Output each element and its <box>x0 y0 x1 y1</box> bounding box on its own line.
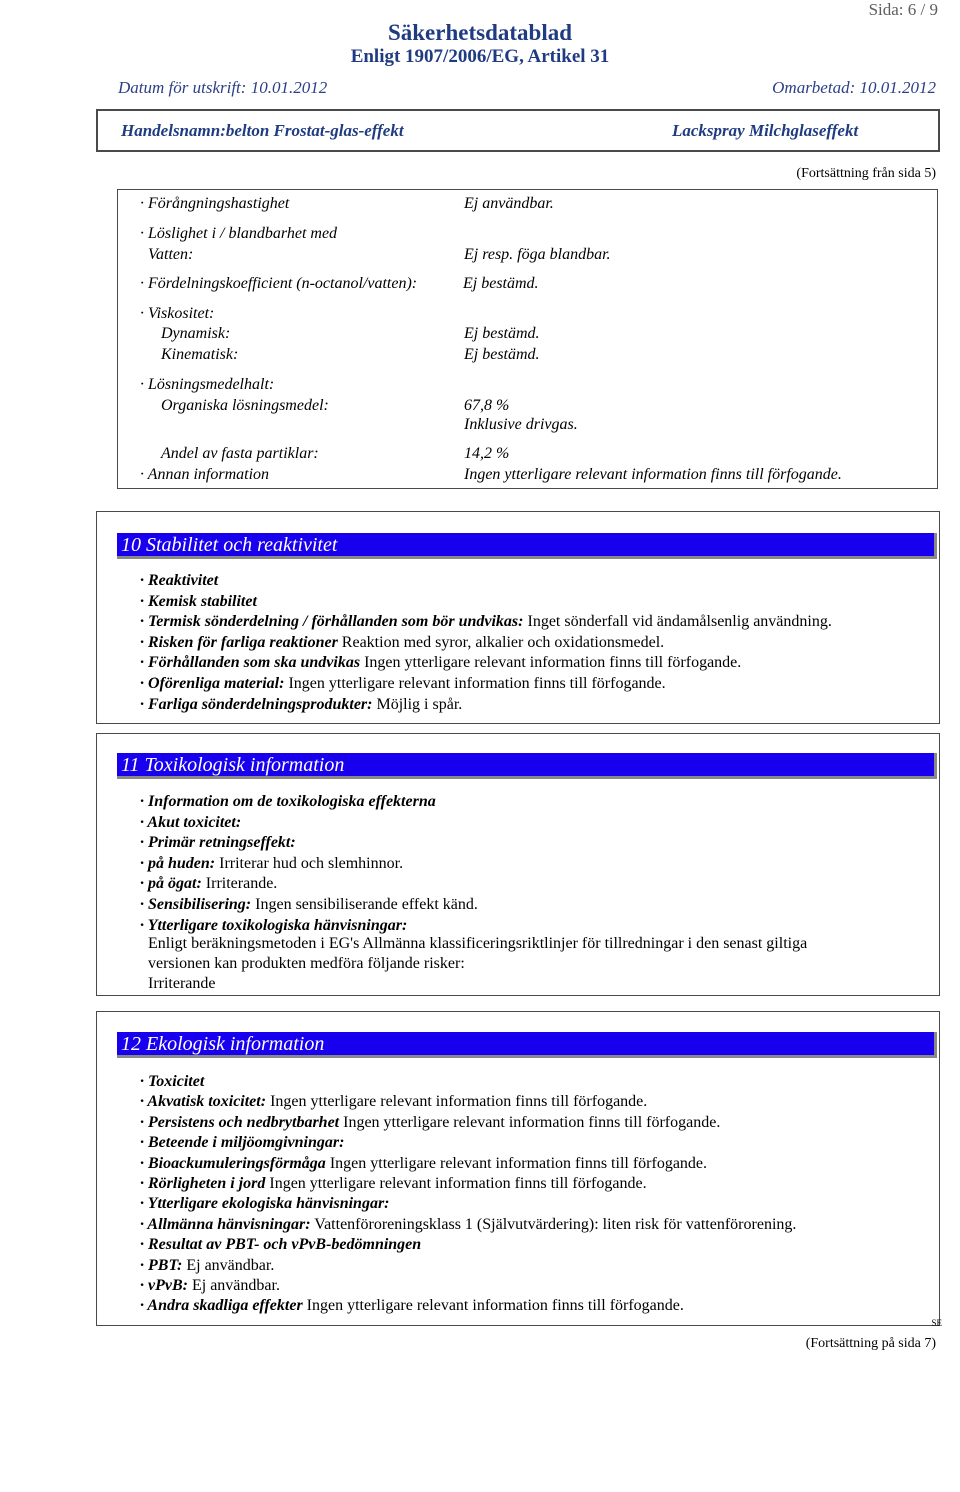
info-line-label: · Bioackumuleringsförmåga <box>140 1154 326 1172</box>
info-line <box>140 613 832 631</box>
partition-label: · Fördelningskoefficient (n-octanol/vatten): <box>140 275 418 292</box>
info-line <box>140 1114 720 1132</box>
info-line-value: Ingen ytterligare relevant information finns till förfogande. <box>325 1154 708 1172</box>
info-line-label: · Resultat av PBT- och vPvB-bedömningen <box>140 1236 422 1254</box>
solvent-label: · Lösningsmedelhalt: <box>140 376 275 393</box>
other-info-label: · Annan information <box>140 466 270 483</box>
viscosity-label: · Viskositet: <box>140 305 215 322</box>
product-description: Lackspray Milchglaseffekt <box>672 121 859 140</box>
info-line-label: · Risken för farliga reaktioner <box>140 633 338 651</box>
page-number: Sida: 6 / 9 <box>868 0 938 19</box>
info-line-label: · på huden: <box>140 854 216 872</box>
info-line-label: · Sensibilisering: <box>140 896 252 913</box>
water-label: Vatten: <box>148 246 194 263</box>
info-line <box>140 793 436 811</box>
info-line-label: · Kemisk stabilitet <box>140 592 257 610</box>
info-line-value: Inget sönderfall vid ändamålsenlig användning. <box>523 613 832 631</box>
organic-solvent-value: 67,8 % <box>464 397 510 414</box>
evaporation-label: · Förångningshastighet <box>140 195 290 212</box>
info-line-value: Ingen sensibiliserande effekt känd. <box>251 896 478 913</box>
info-line <box>140 896 478 914</box>
info-line-value: Irriterar hud och slemhinnor. <box>215 854 404 872</box>
info-line-value: Reaktion med syror, alkalier och oxidationsmedel. <box>337 633 665 651</box>
info-line-label: · Farliga sönderdelningsprodukter: <box>140 695 373 713</box>
info-line-label: · Allmänna hänvisningar: <box>140 1215 311 1233</box>
water-value: Ej resp. föga blandbar. <box>464 246 611 263</box>
info-line-label: · Akut toxicitet: <box>140 813 242 831</box>
document-subtitle: Enligt 1907/2006/EG, Artikel 31 <box>350 46 610 67</box>
info-line <box>140 1257 274 1275</box>
trade-name: Handelsnamn:belton Frostat-glas-effekt <box>121 121 404 140</box>
info-line <box>140 1093 647 1111</box>
continued-from: (Fortsättning från sida 5) <box>796 166 936 181</box>
info-line-value: Ej användbar. <box>187 1277 280 1294</box>
info-line-value: Ingen ytterligare relevant information finns till förfogande. <box>339 1113 721 1131</box>
dynamic-value: Ej bestämd. <box>464 325 540 342</box>
info-line <box>140 1134 344 1152</box>
info-line <box>140 1216 796 1234</box>
section-12-title: 12 Ekologisk information <box>121 1033 325 1055</box>
info-line-label: · Reaktivitet <box>140 572 219 589</box>
info-line-label: · Oförenliga material: <box>140 675 285 692</box>
info-line-value: Ingen ytterligare relevant information finns till förfogande. <box>266 1093 648 1111</box>
solubility-label: · Löslighet i / blandbarhet med <box>140 225 338 242</box>
info-line-label: · Ytterligare ekologiska hänvisningar: <box>140 1195 390 1213</box>
kinematic-label: Kinematisk: <box>161 346 239 363</box>
info-line-label: · Information om de toxikologiska effekterna <box>140 793 436 810</box>
organic-solvent-label: Organiska lösningsmedel: <box>161 397 329 414</box>
info-line-label: · Beteende i miljöomgivningar: <box>140 1134 345 1152</box>
other-info-value: Ingen ytterligare relevant information finns till förfogande. <box>464 466 842 483</box>
info-line <box>140 1277 280 1295</box>
partition-value: Ej bestämd. <box>463 275 539 292</box>
tox-text-line-1: Enligt beräkningsmetoden i EG's Allmänna klassificeringsriktlinjer för tillredningar i den senast giltiga <box>148 935 808 952</box>
info-line-label: · PBT: <box>140 1256 183 1274</box>
document-title: Säkerhetsdatablad <box>387 20 573 45</box>
info-line-value: Ingen ytterligare relevant information finns till förfogande. <box>265 1175 647 1192</box>
section-11-title: 11 Toxikologisk information <box>121 754 345 776</box>
info-line <box>140 654 741 672</box>
revision-date: Omarbetad: 10.01.2012 <box>772 78 936 97</box>
info-line <box>140 1073 204 1091</box>
info-line-label: · Termisk sönderdelning / förhållanden som bör undvikas: <box>140 613 524 631</box>
info-line <box>140 814 241 832</box>
info-line-value: Vattenföroreningsklass 1 (Självutvärdering): liten risk för vattenförorening. <box>310 1215 797 1233</box>
info-line <box>140 634 664 652</box>
info-line-label: · Förhållanden som ska undvikas <box>140 654 361 672</box>
info-line <box>140 855 403 873</box>
info-line-label: · Akvatisk toxicitet: <box>140 1093 267 1111</box>
info-line <box>140 696 462 714</box>
solids-value: 14,2 % <box>464 445 510 462</box>
evaporation-value: Ej användbar. <box>464 195 554 212</box>
info-line <box>140 875 277 893</box>
info-line-value: Ej användbar. <box>182 1256 275 1274</box>
info-line <box>140 1175 647 1193</box>
info-line-label: · Rörligheten i jord <box>140 1175 266 1192</box>
tox-text-line-3: Irriterande <box>148 975 216 992</box>
info-line-label: · på ögat: <box>140 875 202 893</box>
info-line-value: Ingen ytterligare relevant information finns till förfogande. <box>360 654 742 672</box>
continued-to: (Fortsättning på sida 7) <box>805 1336 936 1351</box>
tox-text-line-2: versionen kan produkten medföra följande risker: <box>148 955 465 972</box>
section-10-title: 10 Stabilitet och reaktivitet <box>121 534 338 556</box>
dynamic-label: Dynamisk: <box>161 325 231 342</box>
info-line-value: Ingen ytterligare relevant information finns till förfogande. <box>284 675 666 692</box>
solids-label: Andel av fasta partiklar: <box>161 445 319 462</box>
country-code: SE <box>931 1318 942 1328</box>
print-date: Datum för utskrift: 10.01.2012 <box>118 78 328 97</box>
info-line-label: · Persistens och nedbrytbarhet <box>140 1113 340 1131</box>
info-line-label: · vPvB: <box>140 1277 188 1294</box>
kinematic-value: Ej bestämd. <box>464 346 540 363</box>
info-line <box>140 1236 421 1254</box>
info-line <box>140 593 257 611</box>
info-line <box>140 1195 390 1213</box>
info-line <box>140 572 218 590</box>
info-line-label: · Toxicitet <box>140 1073 205 1090</box>
info-line-label: · Ytterligare toxikologiska hänvisningar: <box>140 916 408 934</box>
info-line-value: Möjlig i spår. <box>372 695 463 713</box>
info-line <box>140 1297 684 1315</box>
propellant-note: Inklusive drivgas. <box>464 416 578 433</box>
info-line-value: Irriterande. <box>201 875 278 893</box>
info-line <box>140 675 666 693</box>
info-line-value: Ingen ytterligare relevant information finns till förfogande. <box>302 1297 684 1315</box>
info-line <box>140 917 407 935</box>
info-line <box>140 834 296 852</box>
info-line-label: · Primär retningseffekt: <box>140 834 296 852</box>
info-line <box>140 1155 707 1173</box>
info-line-label: · Andra skadliga effekter <box>140 1297 303 1315</box>
